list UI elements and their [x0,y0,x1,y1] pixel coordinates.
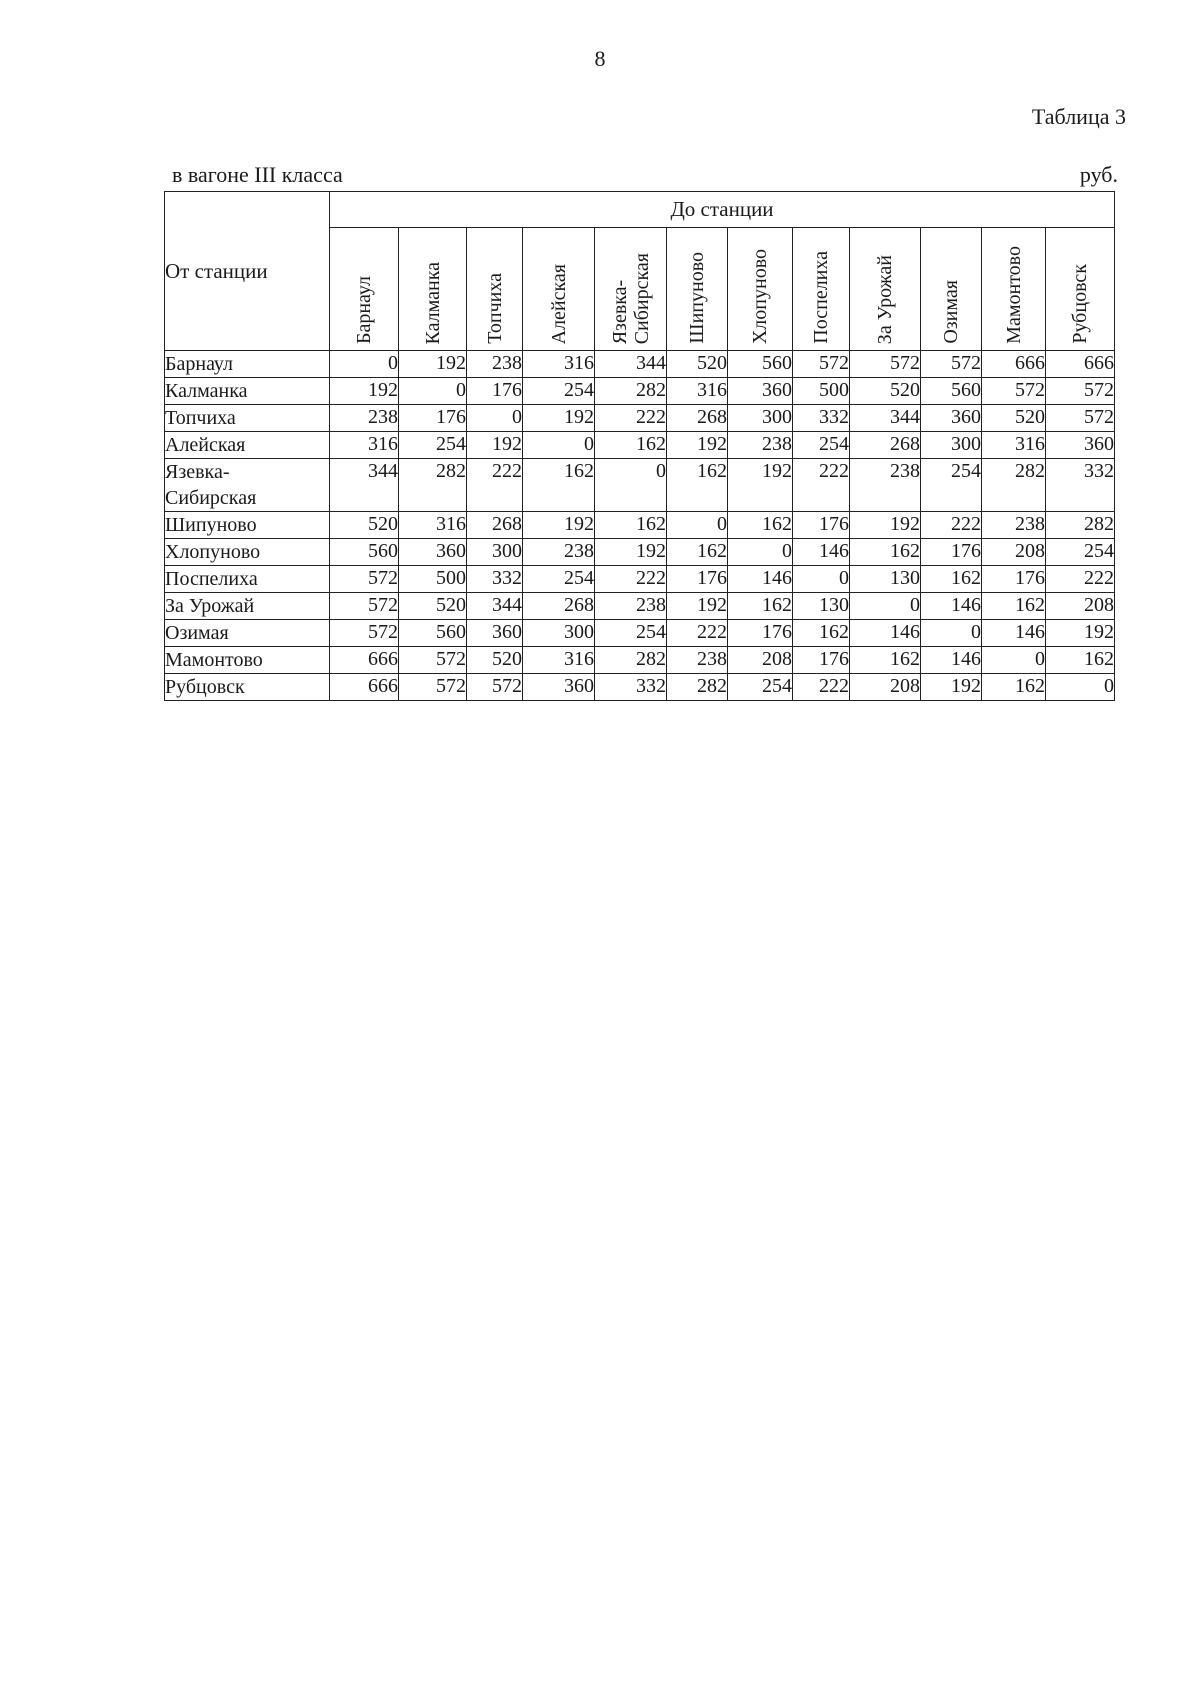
column-header [523,228,595,351]
fare-cell: 0 [793,566,850,593]
fare-cell: 0 [523,432,595,459]
fare-cell: 0 [728,539,793,566]
fare-cell: 360 [921,405,982,432]
table-row [165,539,1115,566]
fare-cell: 176 [399,405,467,432]
fare-cell: 208 [850,674,921,701]
fare-cell: 268 [667,405,728,432]
table-row [165,674,1115,701]
fare-cell: 572 [467,674,523,701]
row-station-name: Поспелиха [165,566,330,593]
fare-cell: 500 [399,566,467,593]
fare-cell: 520 [667,351,728,378]
fare-cell: 572 [850,351,921,378]
fare-cell: 316 [667,378,728,405]
fare-cell: 146 [982,620,1046,647]
fare-cell: 300 [523,620,595,647]
fare-cell: 162 [728,593,793,620]
fare-cell: 162 [595,512,667,539]
fare-cell: 282 [1046,512,1115,539]
fare-cell: 560 [330,539,399,566]
fare-cell: 238 [523,539,595,566]
row-station-name: Топчиха [165,405,330,432]
fare-cell: 192 [330,378,399,405]
column-header-label: Алейская [547,263,570,344]
fare-cell: 162 [523,459,595,512]
row-station-name: Калманка [165,378,330,405]
column-header [467,228,523,351]
fare-cell: 222 [1046,566,1115,593]
fare-cell: 572 [1046,405,1115,432]
fare-cell: 0 [921,620,982,647]
column-header-label: За Урожай [874,254,896,344]
table-row [165,351,1115,378]
table-row [165,432,1115,459]
fare-cell: 300 [921,432,982,459]
fare-cell: 332 [793,405,850,432]
fare-cell: 572 [1046,378,1115,405]
fare-cell: 572 [399,674,467,701]
fare-cell: 344 [330,459,399,512]
fare-cell: 176 [793,512,850,539]
fare-cell: 162 [850,647,921,674]
column-header [330,228,399,351]
fare-cell: 176 [728,620,793,647]
fare-cell: 360 [399,539,467,566]
fare-cell: 316 [523,351,595,378]
fare-cell: 344 [850,405,921,432]
fare-cell: 146 [921,647,982,674]
fare-cell: 192 [1046,620,1115,647]
fare-cell: 130 [793,593,850,620]
fare-cell: 208 [1046,593,1115,620]
fare-cell: 254 [921,459,982,512]
table-row [165,620,1115,647]
fare-cell: 500 [793,378,850,405]
table-row [165,566,1115,593]
fare-cell: 520 [982,405,1046,432]
fare-cell: 360 [728,378,793,405]
fare-cell: 238 [850,459,921,512]
fare-cell: 360 [523,674,595,701]
fare-cell: 0 [850,593,921,620]
fare-cell: 162 [667,459,728,512]
fare-cell: 0 [1046,674,1115,701]
fare-cell: 0 [399,378,467,405]
fare-cell: 666 [330,647,399,674]
fare-cell: 222 [467,459,523,512]
fare-cell: 146 [728,566,793,593]
table-row [165,405,1115,432]
column-header-label: Топчиха [483,273,506,344]
fare-cell: 666 [982,351,1046,378]
fare-cell: 560 [728,351,793,378]
fare-cell: 162 [850,539,921,566]
column-header [921,228,982,351]
fare-cell: 238 [667,647,728,674]
fare-cell: 222 [793,459,850,512]
fare-cell: 176 [921,539,982,566]
fare-cell: 176 [467,378,523,405]
fare-cell: 300 [728,405,793,432]
fare-cell: 162 [982,593,1046,620]
fare-cell: 176 [793,647,850,674]
column-header [793,228,850,351]
column-header [982,228,1046,351]
row-station-name: Алейская [165,432,330,459]
fare-cell: 268 [467,512,523,539]
fare-cell: 268 [523,593,595,620]
fare-cell: 254 [728,674,793,701]
fare-cell: 192 [523,512,595,539]
fare-cell: 282 [667,674,728,701]
fare-cell: 222 [595,566,667,593]
column-header [667,228,728,351]
column-header [399,228,467,351]
fare-table-body [165,351,1115,701]
fare-cell: 146 [921,593,982,620]
column-header-label: Шипуново [686,252,708,344]
from-station-header: От станции [165,192,330,351]
fare-cell: 520 [850,378,921,405]
row-station-name: Шипуново [165,512,330,539]
fare-cell: 162 [728,512,793,539]
fare-cell: 192 [523,405,595,432]
fare-cell: 560 [399,620,467,647]
fare-cell: 282 [982,459,1046,512]
fare-cell: 254 [595,620,667,647]
fare-cell: 282 [595,378,667,405]
fare-cell: 332 [467,566,523,593]
column-header [850,228,921,351]
fare-cell: 254 [793,432,850,459]
fare-cell: 222 [793,674,850,701]
fare-cell: 130 [850,566,921,593]
fare-cell: 162 [667,539,728,566]
fare-cell: 300 [467,539,523,566]
fare-cell: 572 [330,620,399,647]
caption-unit: руб. [1079,162,1118,187]
fare-cell: 572 [921,351,982,378]
fare-cell: 162 [982,674,1046,701]
fare-cell: 572 [330,566,399,593]
fare-cell: 238 [595,593,667,620]
table-row [165,459,1115,512]
fare-cell: 560 [921,378,982,405]
page-number: 8 [594,46,606,71]
caption-class: в вагоне III класса [172,162,343,187]
column-header-label: Хлопуново [749,248,771,344]
row-station-name: Барнаул [165,351,330,378]
row-station-name: Язевка- Сибирская [165,459,330,512]
fare-cell: 208 [982,539,1046,566]
table-caption [172,162,1118,190]
fare-cell: 572 [793,351,850,378]
fare-cell: 0 [982,647,1046,674]
fare-cell: 222 [595,405,667,432]
fare-cell: 268 [850,432,921,459]
fare-cell: 360 [467,620,523,647]
fare-cell: 192 [467,432,523,459]
row-station-name: Рубцовск [165,674,330,701]
fare-cell: 238 [330,405,399,432]
fare-cell: 192 [667,593,728,620]
column-header [1046,228,1115,351]
fare-cell: 520 [330,512,399,539]
column-header [595,228,667,351]
to-station-header: До станции [330,192,1115,228]
table-row [165,647,1115,674]
column-header [728,228,793,351]
fare-cell: 344 [595,351,667,378]
table-label: Таблица 3 [1031,104,1126,129]
row-station-name: За Урожай [165,593,330,620]
row-station-name: Озимая [165,620,330,647]
fare-cell: 254 [1046,539,1115,566]
fare-cell: 254 [399,432,467,459]
fare-cell: 208 [728,647,793,674]
fare-cell: 666 [330,674,399,701]
fare-cell: 0 [330,351,399,378]
fare-cell: 192 [399,351,467,378]
fare-cell: 192 [850,512,921,539]
fare-cell: 238 [982,512,1046,539]
fare-cell: 0 [595,459,667,512]
fare-cell: 238 [728,432,793,459]
fare-cell: 192 [667,432,728,459]
row-station-name: Мамонтово [165,647,330,674]
fare-cell: 316 [982,432,1046,459]
fare-cell: 162 [793,620,850,647]
fare-cell: 520 [467,647,523,674]
header-row-top [165,192,1115,228]
fare-cell: 572 [982,378,1046,405]
fare-cell: 332 [1046,459,1115,512]
fare-cell: 146 [850,620,921,647]
fare-cell: 360 [1046,432,1115,459]
fare-cell: 192 [595,539,667,566]
fare-cell: 162 [921,566,982,593]
fare-cell: 176 [667,566,728,593]
fare-cell: 520 [399,593,467,620]
fare-cell: 316 [523,647,595,674]
fare-cell: 572 [399,647,467,674]
fare-cell: 0 [467,405,523,432]
row-station-name: Хлопуново [165,539,330,566]
column-header-label: Озимая [940,280,962,344]
fare-cell: 176 [982,566,1046,593]
fare-cell: 282 [399,459,467,512]
fare-cell: 282 [595,647,667,674]
fare-table [164,191,1115,701]
fare-cell: 222 [667,620,728,647]
fare-cell: 254 [523,566,595,593]
fare-cell: 254 [523,378,595,405]
column-header-label: Рубцовск [1069,264,1091,344]
fare-cell: 344 [467,593,523,620]
column-header-label: Поспелиха [810,251,832,344]
fare-cell: 572 [330,593,399,620]
fare-cell: 222 [921,512,982,539]
fare-cell: 316 [330,432,399,459]
fare-cell: 316 [399,512,467,539]
column-header-label: Барнаул [353,275,375,344]
fare-cell: 0 [667,512,728,539]
table-row [165,593,1115,620]
table-row [165,512,1115,539]
fare-cell: 238 [467,351,523,378]
fare-cell: 192 [728,459,793,512]
fare-cell: 146 [793,539,850,566]
column-header-label: Язевка- Сибирская [608,252,653,344]
fare-cell: 332 [595,674,667,701]
table-row [165,378,1115,405]
fare-cell: 162 [595,432,667,459]
column-header-label: Калманка [421,261,444,344]
column-header-label: Мамонтово [1002,246,1025,344]
fare-cell: 192 [921,674,982,701]
fare-cell: 162 [1046,647,1115,674]
fare-cell: 666 [1046,351,1115,378]
